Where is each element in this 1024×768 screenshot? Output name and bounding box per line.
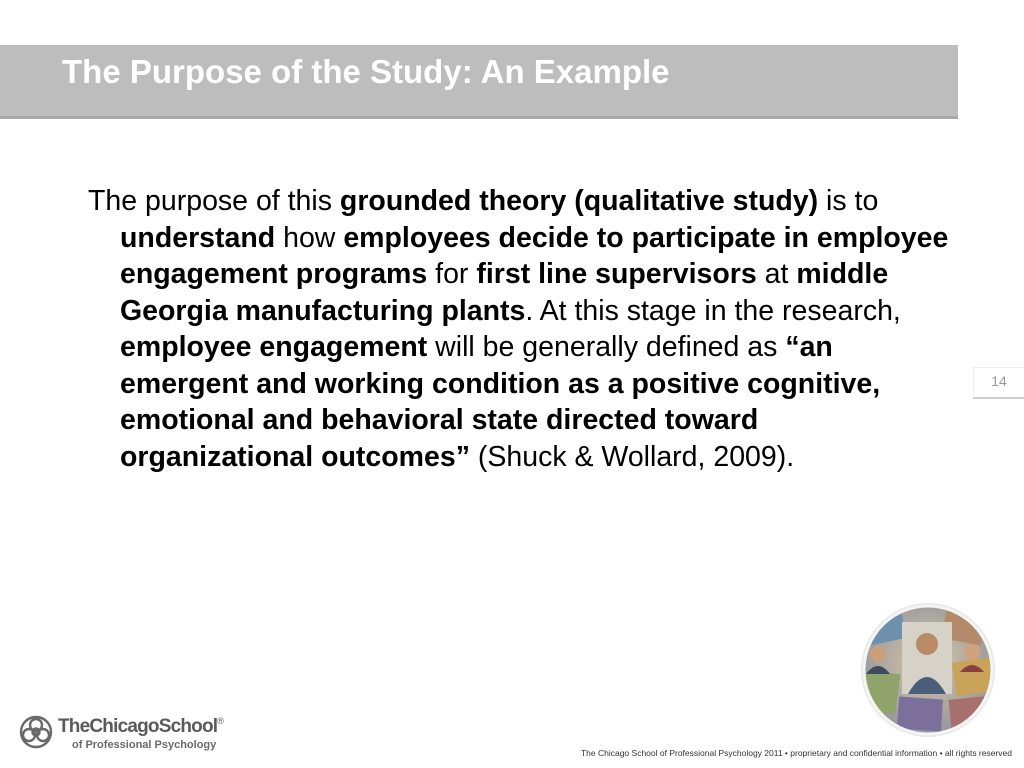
body-text-14: “an emergent and working condition as a positive cognitive, emotional and behavioral state directed toward organizational outcomes” bbox=[120, 331, 881, 473]
body-text-10: middle Georgia manufacturing plants bbox=[120, 258, 889, 327]
logo-name-text: TheChicagoSchool bbox=[58, 716, 218, 737]
body-text-6: employees decide to participate in employee engagement programs bbox=[120, 221, 949, 290]
logo-subtitle: of Professional Psychology bbox=[72, 739, 217, 751]
body-text-4: understand bbox=[120, 221, 276, 254]
interlocking-circles-logo-icon bbox=[18, 714, 54, 750]
body-text-11: . At this stage in the research, bbox=[525, 294, 901, 327]
body-text-15: (Shuck & Wollard, 2009). bbox=[469, 440, 795, 473]
body-text-2: grounded theory (qualitative study) bbox=[339, 185, 819, 217]
body-text-1: The purpose of this bbox=[88, 185, 340, 217]
body-text-12: employee engagement bbox=[120, 331, 428, 363]
logo-name bbox=[58, 716, 223, 738]
footer-copyright: The Chicago School of Professional Psychology 2011 • proprietary and confidential information • all rights reserved bbox=[580, 748, 1012, 758]
body-text-3: is to bbox=[818, 185, 879, 217]
body-text-13: will be generally defined as bbox=[427, 331, 786, 363]
slide-title: The Purpose of the Study: An Example bbox=[62, 53, 670, 90]
body-text-7: for bbox=[427, 258, 477, 290]
body-text-5: how bbox=[275, 221, 344, 254]
slide-number: 14 bbox=[973, 367, 1024, 399]
body-text-9: at bbox=[756, 258, 797, 290]
logo-registered-mark: ® bbox=[217, 716, 224, 726]
chicago-school-logo bbox=[18, 712, 224, 758]
title-bar bbox=[0, 45, 958, 119]
people-collage-image bbox=[858, 602, 998, 738]
body-paragraph bbox=[88, 183, 958, 475]
body-text-8: first line supervisors bbox=[476, 258, 757, 290]
